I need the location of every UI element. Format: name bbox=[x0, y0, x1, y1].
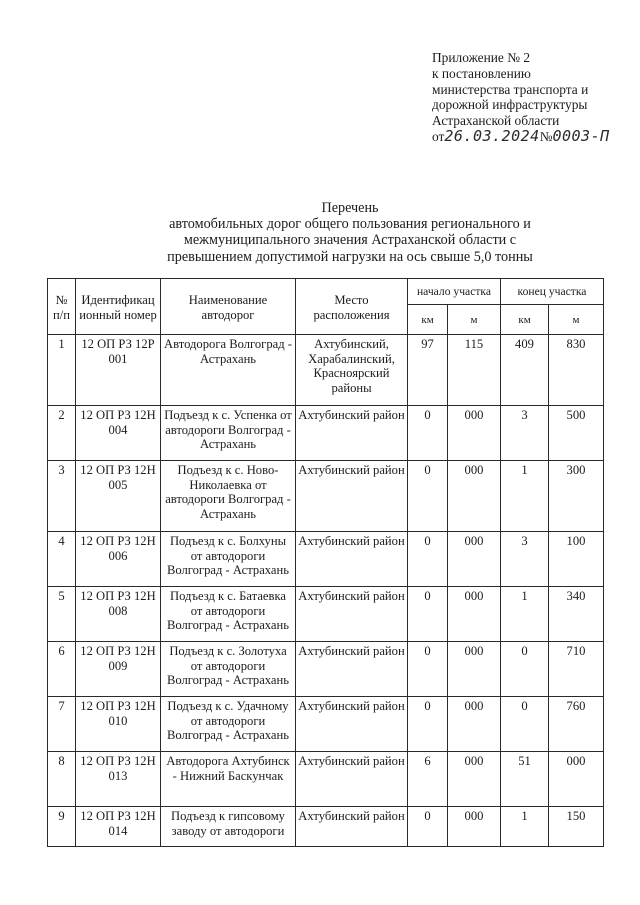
cell-name: Подъезд к гипсовому заводу от автодороги bbox=[161, 807, 296, 847]
cell-end-km: 1 bbox=[501, 461, 549, 532]
cell-end-m: 150 bbox=[549, 807, 604, 847]
cell-end-m: 710 bbox=[549, 642, 604, 697]
cell-id: 12 ОП РЗ 12Р 001 bbox=[76, 335, 161, 406]
cell-end-m: 300 bbox=[549, 461, 604, 532]
cell-end-km: 3 bbox=[501, 406, 549, 461]
col-header-start: начало участка bbox=[408, 279, 501, 305]
cell-id: 12 ОП РЗ 12Н 010 bbox=[76, 697, 161, 752]
cell-name: Подъезд к с. Ново-Николаевка от автодороги Волгоград - Астрахань bbox=[161, 461, 296, 532]
cell-num: 1 bbox=[48, 335, 76, 406]
cell-place: Ахтубинский район bbox=[296, 461, 408, 532]
table-row bbox=[48, 532, 604, 587]
title-line: Перечень bbox=[321, 200, 379, 216]
cell-num: 2 bbox=[48, 406, 76, 461]
cell-end-km: 51 bbox=[501, 752, 549, 807]
cell-start-km: 0 bbox=[408, 532, 448, 587]
table-row bbox=[48, 406, 604, 461]
cell-num: 8 bbox=[48, 752, 76, 807]
cell-start-m: 000 bbox=[448, 697, 501, 752]
cell-id: 12 ОП РЗ 12Н 014 bbox=[76, 807, 161, 847]
title-line: превышением допустимой нагрузки на ось свыше 5,0 тонны bbox=[167, 248, 533, 265]
cell-place: Ахтубинский район bbox=[296, 752, 408, 807]
table-row bbox=[48, 697, 604, 752]
cell-num: 5 bbox=[48, 587, 76, 642]
date-number-line bbox=[432, 126, 632, 145]
cell-end-m: 830 bbox=[549, 335, 604, 406]
cell-end-km: 1 bbox=[501, 587, 549, 642]
cell-end-m: 500 bbox=[549, 406, 604, 461]
date-prefix: от bbox=[432, 128, 445, 144]
cell-end-km: 0 bbox=[501, 642, 549, 697]
cell-end-m: 340 bbox=[549, 587, 604, 642]
table-row bbox=[48, 587, 604, 642]
cell-num: 7 bbox=[48, 697, 76, 752]
cell-place: Ахтубинский район bbox=[296, 697, 408, 752]
cell-start-m: 000 bbox=[448, 807, 501, 847]
cell-start-km: 0 bbox=[408, 587, 448, 642]
cell-place: Ахтубинский район bbox=[296, 532, 408, 587]
col-header-place: Место расположения bbox=[296, 279, 408, 335]
col-header-start-km: км bbox=[408, 305, 448, 335]
title-line: автомобильных дорог общего пользования регионального и bbox=[169, 216, 531, 233]
col-header-start-m: м bbox=[448, 305, 501, 335]
cell-end-km: 1 bbox=[501, 807, 549, 847]
cell-start-m: 000 bbox=[448, 587, 501, 642]
col-header-name: Наименование автодорог bbox=[161, 279, 296, 335]
cell-name: Подъезд к с. Золотуха от автодороги Волгоград - Астрахань bbox=[161, 642, 296, 697]
appendix-line: дорожной инфраструктуры bbox=[432, 97, 588, 113]
cell-id: 12 ОП РЗ 12Н 005 bbox=[76, 461, 161, 532]
appendix-line: Приложение № 2 bbox=[432, 50, 531, 65]
table-row bbox=[48, 807, 604, 847]
cell-place: Ахтубинский район bbox=[296, 406, 408, 461]
cell-place: Ахтубинский, Харабалинский, Красноярский районы bbox=[296, 335, 408, 406]
cell-num: 6 bbox=[48, 642, 76, 697]
cell-id: 12 ОП РЗ 12Н 009 bbox=[76, 642, 161, 697]
col-header-num: № п/п bbox=[48, 279, 76, 335]
cell-name: Подъезд к с. Батаевка от автодороги Волгоград - Астрахань bbox=[161, 587, 296, 642]
cell-id: 12 ОП РЗ 12Н 004 bbox=[76, 406, 161, 461]
cell-name: Подъезд к с. Болхуны от автодороги Волгоград - Астрахань bbox=[161, 532, 296, 587]
table-row bbox=[48, 752, 604, 807]
cell-start-km: 0 bbox=[408, 406, 448, 461]
col-header-end: конец участка bbox=[501, 279, 604, 305]
roads-table bbox=[47, 278, 604, 847]
cell-start-km: 6 bbox=[408, 752, 448, 807]
cell-place: Ахтубинский район bbox=[296, 587, 408, 642]
cell-num: 3 bbox=[48, 461, 76, 532]
col-header-end-m: м bbox=[549, 305, 604, 335]
cell-start-m: 000 bbox=[448, 532, 501, 587]
cell-start-m: 000 bbox=[448, 752, 501, 807]
cell-num: 4 bbox=[48, 532, 76, 587]
cell-start-km: 0 bbox=[408, 642, 448, 697]
appendix-line: Астраханской области bbox=[432, 113, 560, 129]
cell-place: Ахтубинский район bbox=[296, 642, 408, 697]
table-row bbox=[48, 335, 604, 406]
number-prefix: № bbox=[539, 128, 553, 144]
cell-id: 12 ОП РЗ 12Н 008 bbox=[76, 587, 161, 642]
cell-end-m: 100 bbox=[549, 532, 604, 587]
cell-name: Подъезд к с. Удачному от автодороги Волгоград - Астрахань bbox=[161, 697, 296, 752]
cell-start-m: 000 bbox=[448, 642, 501, 697]
cell-end-km: 0 bbox=[501, 697, 549, 752]
document-title bbox=[150, 200, 550, 265]
appendix-line: министерства транспорта и bbox=[432, 81, 589, 97]
cell-id: 12 ОП РЗ 12Н 013 bbox=[76, 752, 161, 807]
cell-start-m: 000 bbox=[448, 461, 501, 532]
cell-name: Подъезд к с. Успенка от автодороги Волгоград - Астрахань bbox=[161, 406, 296, 461]
cell-place: Ахтубинский район bbox=[296, 807, 408, 847]
cell-end-km: 3 bbox=[501, 532, 549, 587]
cell-name: Автодорога Ахтубинск - Нижний Баскунчак bbox=[161, 752, 296, 807]
table-row bbox=[48, 642, 604, 697]
cell-start-m: 115 bbox=[448, 335, 501, 406]
table-row bbox=[48, 461, 604, 532]
cell-end-m: 000 bbox=[549, 752, 604, 807]
cell-num: 9 bbox=[48, 807, 76, 847]
col-header-id: Идентификац ионный номер bbox=[76, 279, 161, 335]
cell-start-km: 0 bbox=[408, 697, 448, 752]
col-header-end-km: км bbox=[501, 305, 549, 335]
cell-start-km: 0 bbox=[408, 461, 448, 532]
cell-end-m: 760 bbox=[549, 697, 604, 752]
cell-name: Автодорога Волгоград - Астрахань bbox=[161, 335, 296, 406]
handwritten-number: 0003-П bbox=[552, 126, 610, 145]
title-line: межмуниципального значения Астраханской области с bbox=[183, 232, 517, 249]
appendix-line: к постановлению bbox=[432, 65, 531, 81]
handwritten-date: 26.03.2024 bbox=[444, 126, 540, 145]
cell-id: 12 ОП РЗ 12Н 006 bbox=[76, 532, 161, 587]
cell-start-km: 0 bbox=[408, 807, 448, 847]
cell-end-km: 409 bbox=[501, 335, 549, 406]
cell-start-m: 000 bbox=[448, 406, 501, 461]
appendix-header bbox=[432, 50, 632, 145]
cell-start-km: 97 bbox=[408, 335, 448, 406]
